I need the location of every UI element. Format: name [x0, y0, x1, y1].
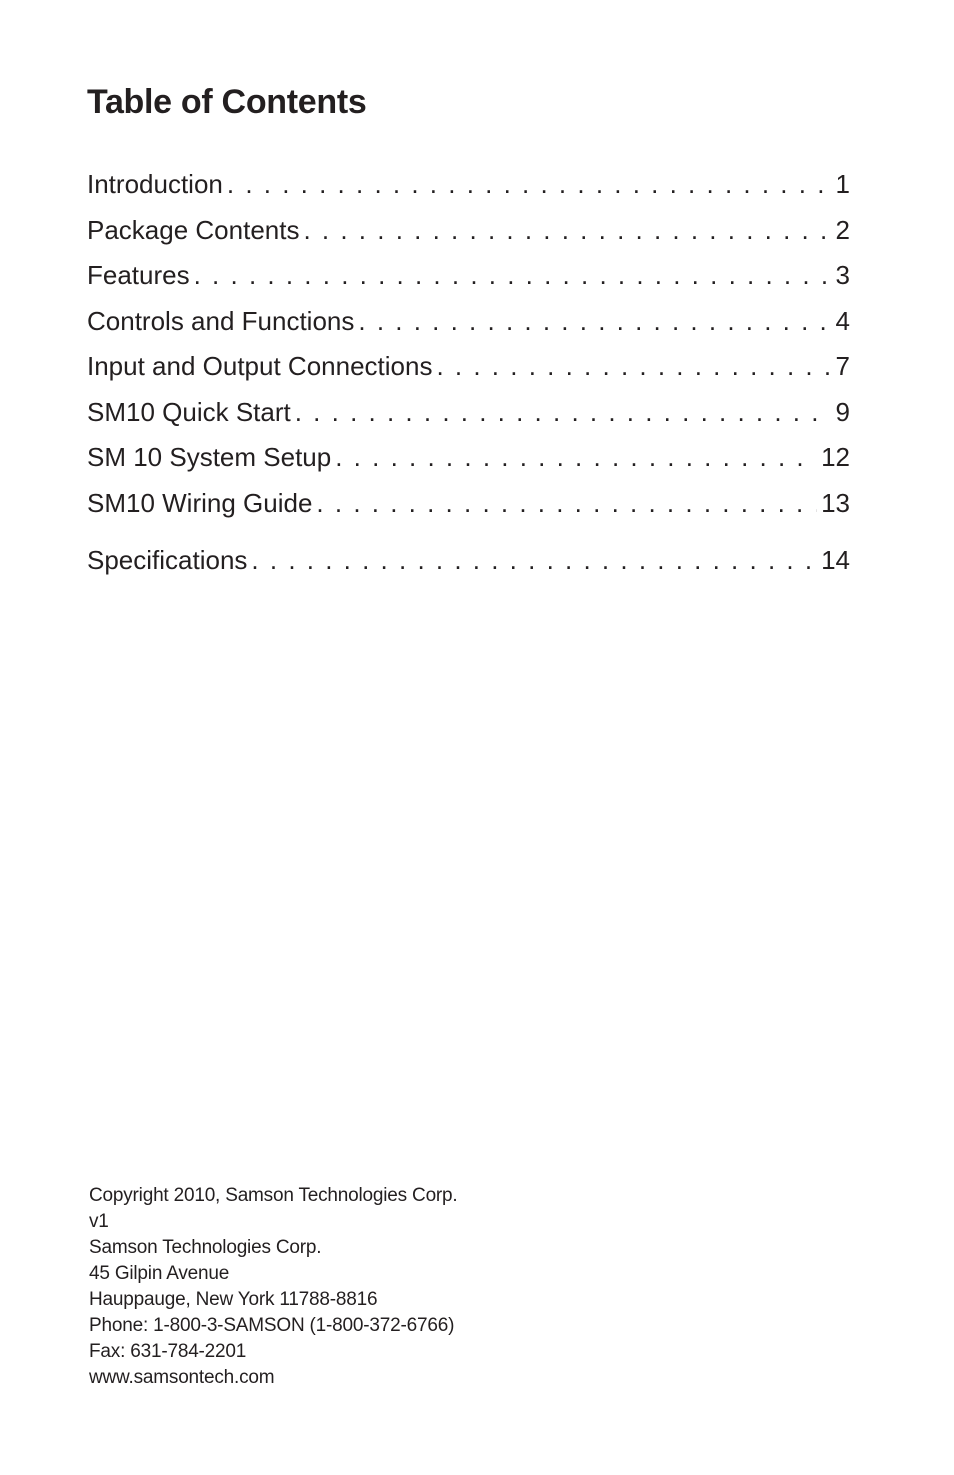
toc-entry-page-number: 14 — [821, 545, 850, 575]
toc-entry-label: Introduction — [87, 169, 223, 199]
toc-entry-page-number: 2 — [835, 215, 850, 245]
toc-entry-controls-and-functions[interactable] — [87, 305, 850, 337]
phone-number: Phone: 1-800-3-SAMSON (1-800-372-6766) — [89, 1315, 455, 1336]
publisher-imprint — [89, 1183, 458, 1391]
toc-entry-label: SM10 Quick Start — [87, 397, 291, 427]
toc-dot-leader — [227, 168, 832, 200]
toc-entry-introduction[interactable] — [87, 168, 850, 200]
company-name: Samson Technologies Corp. — [89, 1237, 322, 1258]
toc-dot-leader — [295, 396, 832, 428]
version-line: v1 — [89, 1211, 109, 1232]
toc-entry-sm10-quick-start[interactable] — [87, 396, 850, 428]
toc-dot-leader — [335, 441, 817, 473]
toc-entry-label: Package Contents — [87, 215, 300, 245]
toc-entry-page-number: 9 — [835, 397, 850, 427]
toc-dot-leader — [358, 305, 831, 337]
toc-entry-sm10-system-setup[interactable] — [87, 441, 850, 473]
toc-entry-page-number: 12 — [821, 442, 850, 472]
toc-entry-sm10-wiring-guide[interactable] — [87, 487, 850, 519]
toc-entry-input-and-output-connections[interactable] — [87, 350, 850, 382]
toc-dot-leader — [303, 214, 831, 246]
toc-entry-label: Specifications — [87, 545, 248, 575]
toc-dot-leader — [436, 350, 831, 382]
toc-entry-page-number: 4 — [835, 306, 850, 336]
city-address: Hauppauge, New York 11788-8816 — [89, 1289, 378, 1310]
toc-entry-features[interactable] — [87, 259, 850, 291]
toc-dot-leader — [194, 259, 832, 291]
toc-dot-leader — [251, 544, 817, 576]
toc-entry-page-number: 13 — [821, 488, 850, 518]
toc-entry-label: Input and Output Connections — [87, 351, 433, 381]
toc-entry-label: Controls and Functions — [87, 306, 355, 336]
toc-entry-specifications[interactable] — [87, 544, 850, 576]
street-address: 45 Gilpin Avenue — [89, 1263, 230, 1284]
toc-entry-package-contents[interactable] — [87, 214, 850, 246]
toc-entry-label: SM10 Wiring Guide — [87, 488, 313, 518]
toc-entry-page-number: 7 — [835, 351, 850, 381]
page-title: Table of Contents — [87, 83, 367, 121]
copyright-line: Copyright 2010, Samson Technologies Corp. — [89, 1185, 458, 1206]
website-link[interactable]: www.samsontech.com — [89, 1367, 275, 1388]
toc-entry-label: Features — [87, 260, 190, 290]
toc-dot-leader — [316, 487, 817, 519]
fax-number: Fax: 631-784-2201 — [89, 1341, 247, 1362]
toc-entry-page-number: 1 — [835, 169, 850, 199]
toc-entry-page-number: 3 — [835, 260, 850, 290]
toc-entry-label: SM 10 System Setup — [87, 442, 332, 472]
